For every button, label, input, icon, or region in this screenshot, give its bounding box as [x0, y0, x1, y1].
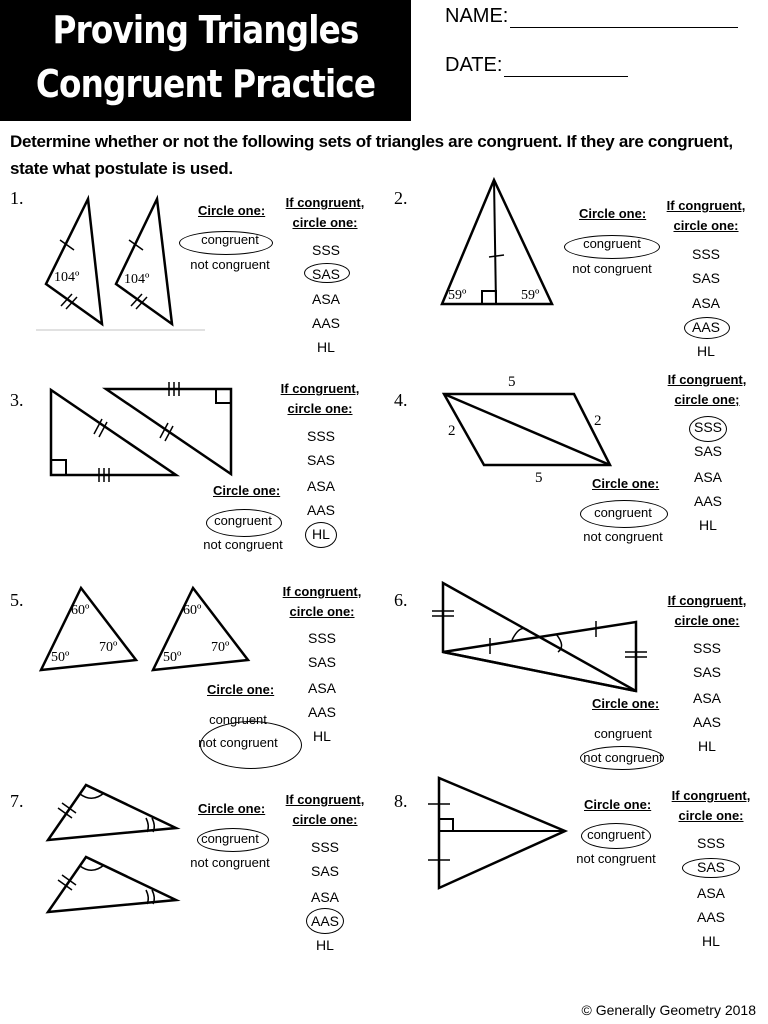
problem-4-side-left: 2 — [448, 423, 456, 439]
problem-6-congruent[interactable]: congruent — [594, 726, 652, 741]
problem-2-angle-b: 59º — [521, 288, 540, 303]
problem-6-if-congruent-line2: circle one: — [674, 613, 740, 628]
problem-2-sas[interactable]: SAS — [691, 270, 720, 286]
problem-5-angle-b3: 50º — [163, 650, 182, 665]
problem-1-sss[interactable]: SSS — [311, 242, 340, 258]
problem-6-aas[interactable]: AAS — [692, 714, 721, 730]
problem-8-not-congruent[interactable]: not congruent — [576, 851, 656, 866]
copyright: © Generally Geometry 2018 — [581, 1002, 756, 1018]
problem-5-hl[interactable]: HL — [313, 728, 331, 744]
problem-3-sss[interactable]: SSS — [306, 428, 335, 444]
problem-5-angle-b2: 70º — [211, 640, 230, 655]
problem-3-asa[interactable]: ASA — [306, 478, 335, 494]
problem-6-number: 6. — [394, 590, 408, 610]
problem-3-aas[interactable]: AAS — [306, 502, 335, 518]
problem-5-circle-one: Circle one: — [207, 682, 275, 697]
problem-3-if-congruent-line2: circle one: — [287, 401, 353, 416]
problem-2-aas[interactable]: AAS — [691, 319, 720, 335]
problem-6-asa[interactable]: ASA — [692, 690, 721, 706]
date-label: DATE: — [445, 54, 503, 76]
problem-8-hl[interactable]: HL — [702, 933, 720, 949]
problem-6-sas[interactable]: SAS — [692, 664, 721, 680]
problem-5-if-congruent-line2: circle one: — [289, 604, 355, 619]
problem-1-if-congruent-line1: If congruent, — [285, 195, 365, 210]
problem-3-congruent[interactable]: congruent — [214, 513, 272, 528]
problem-6-circle-one: Circle one: — [592, 696, 660, 711]
problem-1-angle-b: 104º — [124, 272, 150, 287]
problem-7-sss[interactable]: SSS — [310, 839, 339, 855]
problem-2-not-congruent[interactable]: not congruent — [572, 261, 652, 276]
problem-7-asa[interactable]: ASA — [310, 889, 339, 905]
problem-1-number: 1. — [10, 188, 24, 208]
problem-2-circle-one: Circle one: — [579, 206, 647, 221]
problem-5-sss[interactable]: SSS — [307, 630, 336, 646]
problem-4-hl[interactable]: HL — [699, 517, 717, 533]
problem-2-asa[interactable]: ASA — [691, 295, 720, 311]
problem-5-angle-a1: 60º — [71, 603, 90, 618]
problem-4-number: 4. — [394, 390, 408, 410]
problem-4-if-congruent-line1: If congruent, — [667, 372, 747, 387]
problem-7-if-congruent-line2: circle one: — [292, 812, 358, 827]
problem-1-asa[interactable]: ASA — [311, 291, 340, 307]
problem-6-not-congruent[interactable]: not congruent — [583, 750, 663, 765]
problem-4-sss[interactable]: SSS — [693, 419, 722, 435]
problem-2-if-congruent-line2: circle one: — [673, 218, 739, 233]
problem-8-congruent[interactable]: congruent — [587, 827, 645, 842]
title-line-2: Congruent Practice — [35, 62, 376, 106]
problem-4-congruent[interactable]: congruent — [594, 505, 652, 520]
problem-8-sas-circle — [682, 858, 740, 878]
problem-8-circle-one: Circle one: — [584, 797, 652, 812]
problem-4-sas[interactable]: SAS — [693, 443, 722, 459]
problem-1-sas[interactable]: SAS — [311, 266, 340, 282]
problem-1-congruent[interactable]: congruent — [201, 232, 259, 247]
problem-5-congruent[interactable]: congruent — [209, 712, 267, 727]
problem-8-if-congruent-line2: circle one: — [678, 808, 744, 823]
name-label: NAME: — [445, 5, 509, 27]
problem-7-aas[interactable]: AAS — [310, 913, 339, 929]
problem-1-circle-one: Circle one: — [198, 203, 266, 218]
problem-8-if-congruent — [670, 786, 752, 826]
problem-5-angle-a2: 70º — [99, 640, 118, 655]
problem-8-asa[interactable]: ASA — [696, 885, 725, 901]
problem-8-number: 8. — [394, 791, 408, 811]
problem-4-not-congruent[interactable]: not congruent — [583, 529, 663, 544]
problem-3-not-congruent[interactable]: not congruent — [203, 537, 283, 552]
problem-3-circle-one: Circle one: — [213, 483, 281, 498]
problem-3-sas[interactable]: SAS — [306, 452, 335, 468]
problem-2-hl[interactable]: HL — [697, 343, 715, 359]
problem-7-if-congruent-line1: If congruent, — [285, 792, 365, 807]
problem-2-sss[interactable]: SSS — [691, 246, 720, 262]
problem-8-sss[interactable]: SSS — [696, 835, 725, 851]
problem-4-side-right: 2 — [594, 413, 602, 429]
problem-5-number: 5. — [10, 590, 24, 610]
problem-5-asa[interactable]: ASA — [307, 680, 336, 696]
problem-5-angle-a3: 50º — [51, 650, 70, 665]
problem-1-hl[interactable]: HL — [317, 339, 335, 355]
problem-1-not-congruent[interactable]: not congruent — [190, 257, 270, 272]
problem-4-side-top: 5 — [508, 374, 516, 390]
problem-8-aas[interactable]: AAS — [696, 909, 725, 925]
title-line-1: Proving Triangles — [52, 8, 359, 52]
problem-7-number: 7. — [10, 791, 24, 811]
problem-6-if-congruent-line1: If congruent, — [667, 593, 747, 608]
problem-3-if-congruent-line1: If congruent, — [280, 381, 360, 396]
problem-7-not-congruent[interactable]: not congruent — [190, 855, 270, 870]
problem-7-circle-one: Circle one: — [198, 801, 266, 816]
problem-4-asa[interactable]: ASA — [693, 469, 722, 485]
problem-5-not-congruent[interactable]: not congruent — [198, 735, 278, 750]
problem-6-hl[interactable]: HL — [698, 738, 716, 754]
problem-7-congruent[interactable]: congruent — [201, 831, 259, 846]
problem-5-sas[interactable]: SAS — [307, 654, 336, 670]
problem-2-number: 2. — [394, 188, 408, 208]
problem-1-angle-a: 104º — [54, 270, 80, 285]
problem-5-if-congruent-line1: If congruent, — [282, 584, 362, 599]
problem-4-circle-one: Circle one: — [592, 476, 660, 491]
problem-4-aas[interactable]: AAS — [693, 493, 722, 509]
instructions: Determine whether or not the following sets of triangles are congruent. If they are congruent, state what postulate is used. — [10, 132, 733, 178]
problem-2-congruent[interactable]: congruent — [583, 236, 641, 251]
problem-7-hl[interactable]: HL — [316, 937, 334, 953]
problem-4-if-congruent-line2: circle one; — [674, 392, 740, 407]
problem-7-sas[interactable]: SAS — [310, 863, 339, 879]
problem-8-congruent-circle — [581, 823, 651, 849]
problem-2-if-congruent-line1: If congruent, — [666, 198, 746, 213]
problem-1-aas[interactable]: AAS — [311, 315, 340, 331]
problem-1-if-congruent-line2: circle one: — [292, 215, 358, 230]
problem-5-angle-b1: 60º — [183, 603, 202, 618]
problem-3-number: 3. — [10, 390, 24, 410]
problem-3-hl[interactable]: HL — [312, 526, 330, 542]
problem-8-sas[interactable]: SAS — [696, 859, 725, 875]
problem-8-if-congruent-line1: If congruent, — [671, 788, 751, 803]
problem-4-side-bottom: 5 — [535, 470, 543, 486]
problem-5-aas[interactable]: AAS — [307, 704, 336, 720]
problem-2-angle-a: 59º — [448, 288, 467, 303]
problem-6-sss[interactable]: SSS — [692, 640, 721, 656]
